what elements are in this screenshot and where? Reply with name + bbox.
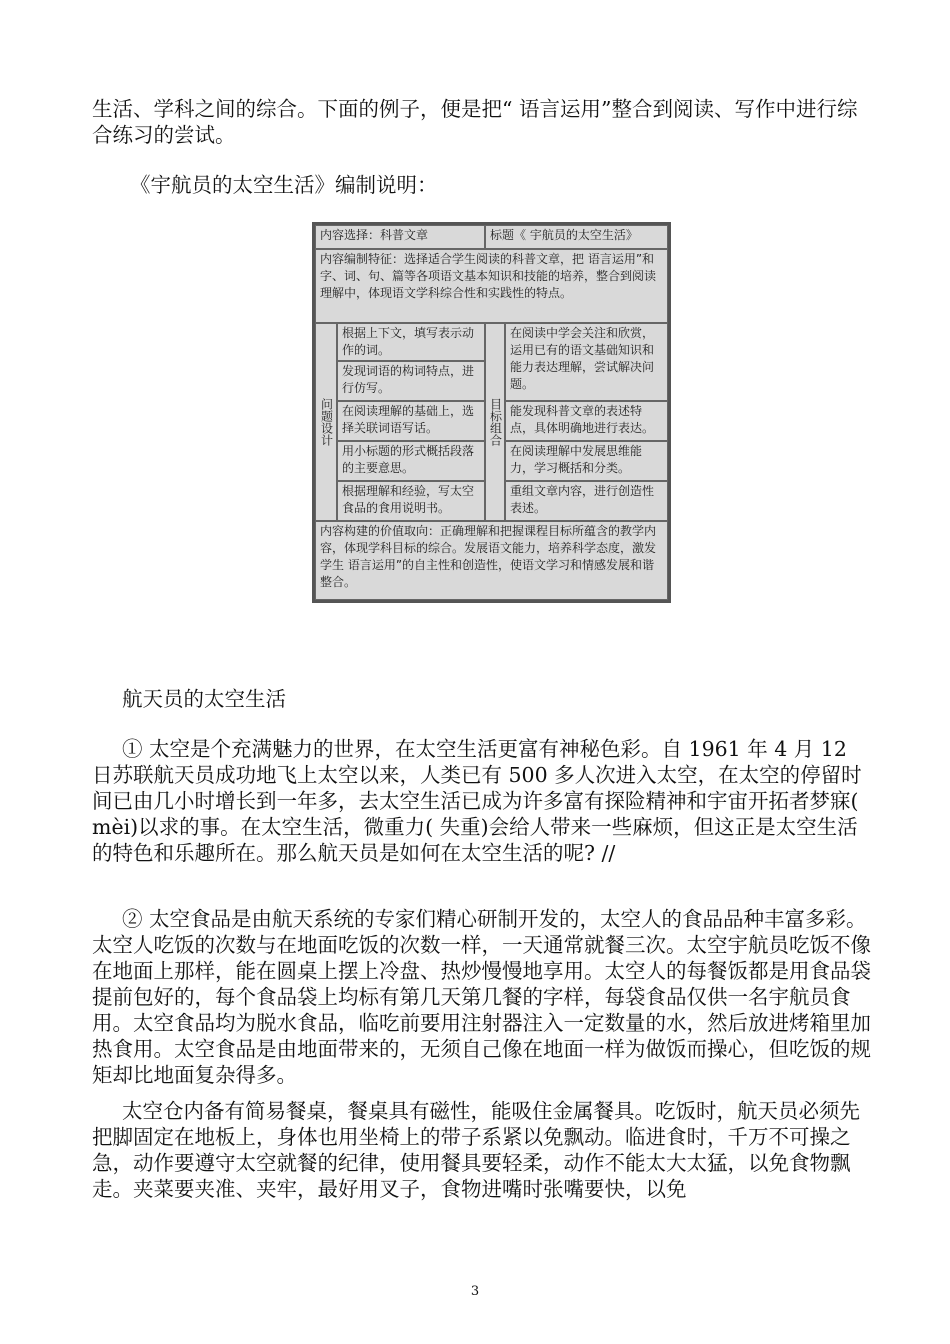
table-goal-3: 在阅读理解中发展思维能力，学习概括和分类。 [505,441,668,481]
article-title: 航天员的太空生活 [122,687,286,711]
table-values: 内容构建的价值取向：正确理解和把握课程目标所蕴含的教学内容，体现学科目标的综合。发展语文能力，培养科学态度，激发学生 语言运用”的自主性和创造性，使语文学习和情感发展和谐整合。 [315,521,668,600]
table-goal-label: 目标组合 [485,323,505,521]
article-paragraph-3: 太空仓内备有简易餐桌，餐桌具有磁性，能吸住金属餐具。吃饭时，航天员必须先把脚固定在地板上，身体也用坐椅上的带子系紧以免飘动。临进食时，千万不可操之急，动作要遵守太空就餐的纪律，使用餐具要轻柔，动作不能太大太猛，以免食物飘走。夹菜要夹准、夹牢，最好用叉子，食物进嘴时张嘴要快，以免 [92,1099,860,1201]
page-number: 3 [470,1284,480,1299]
table-title: 标题《 宇航员的太空生活》 [485,225,668,249]
table-question-4: 用小标题的形式概括段落的主要意思。 [337,441,485,481]
table-question-1: 根据上下文，填写表示动作的词。 [337,323,485,361]
intro-paragraph: 生活、学科之间的综合。下面的例子，便是把“ 语言运用”整合到阅读、写作中进行综合练习的尝试。 [92,97,858,147]
table-question-label: 问题设计 [315,323,337,521]
table-question-2: 发现词语的构词特点，进行仿写。 [337,361,485,401]
table-goal-1: 在阅读中学会关注和欣赏，运用已有的语文基础知识和能力表达理解，尝试解决问题。 [505,323,668,401]
table-caption: 《宇航员的太空生活》编制说明： [130,173,438,197]
article-paragraph-2: ② 太空食品是由航天系统的专家们精心研制开发的，太空人的食品品种丰富多彩。太空人吃饭的次数与在地面吃饭的次数一样，一天通常就餐三次。太空宇航员吃饭不像在地面上那样，能在圆桌上摆上冷盘、热炒慢慢地享用。太空人的每餐饭都是用食品袋提前包好的，每个食品袋上均标有第几天第几餐的字样，每袋食品仅供一名宇航员食用。太空食品均为脱水食品，临吃前要用注射器注入一定数量的水，然后放进烤箱里加热食用。太空食品是由地面带来的，无须自己像在地面一样为做饭而操心，但吃饭的规矩却比地面复杂得多。 [92,907,871,1087]
table-features: 内容编制特征：选择适合学生阅读的科普文章，把 语言运用”和字、词、句、篇等各项语文基本知识和技能的培养，整合到阅读理解中，体现语文学科综合性和实践性的特点。 [315,249,668,323]
design-table [312,222,671,603]
table-question-5: 根据理解和经验，写太空食品的食用说明书。 [337,481,485,521]
article-paragraph-1: ① 太空是个充满魅力的世界，在太空生活更富有神秘色彩。自 1961 年 4 月 12 日苏联航天员成功地飞上太空以来，人类已有 500 多人次进入太空，在太空的停留时间已由几小时增长到一年多，去太空生活已成为许多富有探险精神和宇宙开拓者梦寐( mèi)以求的事。在太空生活，微重力( 失重)会给人带来一些麻烦，但这正是太空生活的特色和乐趣所在。那么航天员是如何在太空生活的呢? // [92,737,862,865]
table-goal-4: 重组文章内容，进行创造性表述。 [505,481,668,521]
table-question-3: 在阅读理解的基础上，选择关联词语写话。 [337,401,485,441]
table-content-choice: 内容选择：科普文章 [315,225,485,249]
table-goal-2: 能发现科普文章的表述特点，具体明确地进行表达。 [505,401,668,441]
